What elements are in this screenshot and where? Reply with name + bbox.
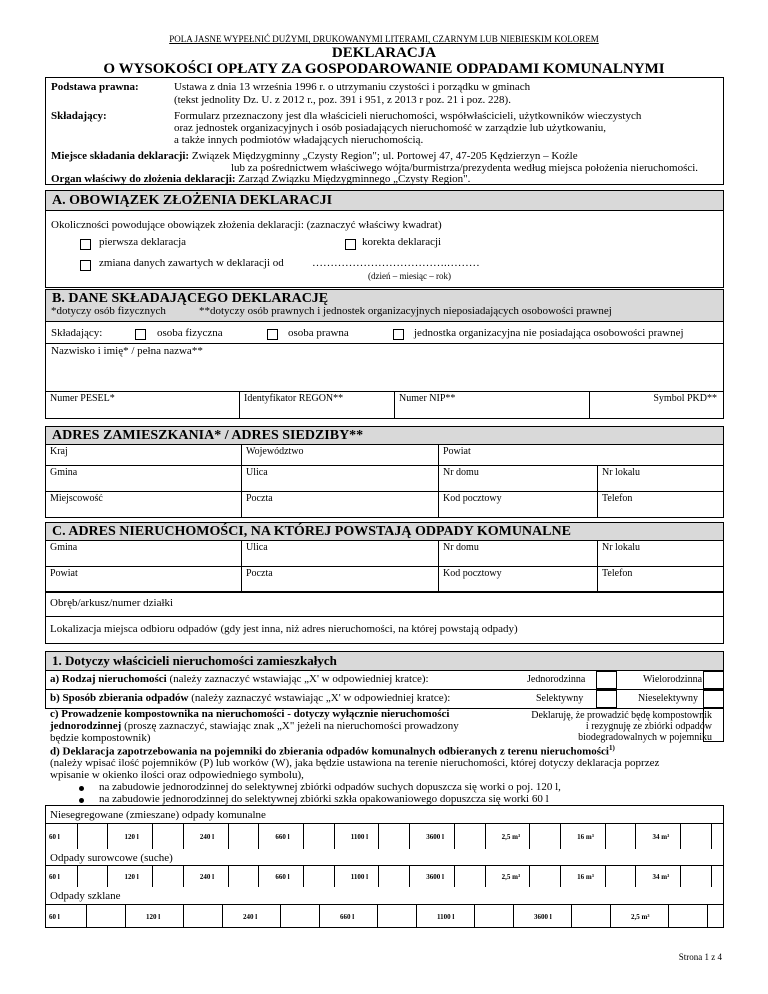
section-b-title: B. DANE SKŁADAJĄCEGO DEKLARACJĘ	[52, 291, 329, 306]
opt-natural-person: osoba fizyczna	[157, 327, 223, 339]
container-cell	[573, 865, 648, 887]
container-cell	[45, 904, 142, 928]
container-quantity-input[interactable]	[529, 824, 561, 849]
submitter-1: Formularz przeznaczony jest dla właścicieli nieruchomości, współwłaścicieli, użytkowników wieczystych	[174, 110, 642, 122]
container-quantity-input[interactable]	[152, 866, 184, 887]
row-d-line-1	[50, 744, 615, 758]
section-a-header	[45, 190, 724, 211]
district-field[interactable]	[439, 445, 724, 466]
row-d-footnote: 1)	[609, 744, 615, 752]
container-quantity-input[interactable]	[668, 905, 709, 928]
container-size-label: 60 l	[49, 872, 60, 881]
compost-declaration-3: biodegradowalnych w pojemniku	[578, 732, 712, 743]
container-size-label: 60 l	[49, 912, 60, 921]
container-size-label: 240 l	[243, 912, 258, 921]
container-quantity-input[interactable]	[228, 824, 260, 849]
opt-selective: Selektywny	[536, 693, 584, 704]
container-cell	[239, 904, 336, 928]
organ-value: Zarząd Związku Międzygminnego „Czysty Region".	[235, 173, 471, 185]
container-size-label: 3600 l	[426, 832, 444, 841]
container-size-label: 34 m³	[652, 832, 670, 841]
container-cell	[45, 823, 120, 849]
row-b-rest: (należy zaznaczyć wstawiając „X' w odpowiedniej kratce):	[188, 692, 451, 704]
container-cell	[196, 865, 271, 887]
opt-correction: korekta deklaracji	[362, 236, 442, 248]
legal-basis-1: Ustawa z dnia 13 września 1996 r. o utrzymaniu czystości i porządku w gminach	[174, 81, 531, 93]
organ-label: Organ właściwy do złożenia deklaracji:	[51, 173, 236, 185]
checkbox-non-selective[interactable]	[703, 690, 724, 708]
container-quantity-input[interactable]	[303, 824, 335, 849]
flat-no-label: Nr lokalu	[602, 467, 641, 478]
container-cell	[649, 865, 724, 887]
submitter-type-label: Składający:	[51, 327, 103, 339]
container-cell	[649, 823, 724, 849]
container-quantity-input[interactable]	[571, 905, 612, 928]
container-size-label: 660 l	[275, 872, 290, 881]
compost-declaration-2: i rezygnuję ze zbiórki odpadów	[585, 721, 712, 732]
note-legal: **dotyczy osób prawnych i jednostek organizacyjnych nieposiadających osobowości prawnej	[199, 305, 612, 317]
checkbox-natural-person[interactable]	[135, 329, 146, 340]
container-quantity-input[interactable]	[680, 866, 712, 887]
checkbox-selective[interactable]	[596, 690, 617, 708]
country-field[interactable]	[46, 445, 242, 466]
section-c-header	[45, 522, 724, 541]
legal-basis-2: (tekst jednolity Dz. U. z 2012 r., poz. 391 i 951, z 2013 r poz. 21 i poz. 228).	[174, 94, 511, 106]
id-numbers-table	[45, 391, 724, 419]
checkbox-single-family[interactable]	[596, 671, 617, 689]
checkbox-data-change[interactable]	[80, 260, 91, 271]
glass-waste-row	[45, 904, 724, 928]
address-header	[45, 426, 724, 445]
opt-first-declaration: pierwsza deklaracja	[99, 236, 187, 248]
pkd-label: Symbol PKD**	[653, 393, 717, 404]
container-size-label: 120 l	[124, 832, 139, 841]
container-quantity-input[interactable]	[228, 866, 260, 887]
checkbox-org-unit[interactable]	[393, 329, 404, 340]
prop-house-no-label: Nr domu	[443, 542, 479, 553]
instruction: POLA JASNE WYPEŁNIĆ DUŻYMI, DRUKOWANYMI LITERAMI, CZARNYM LUB NIEBIESKIM KOLOREM	[169, 34, 599, 44]
opt-single-family: Jednorodzinna	[527, 674, 586, 685]
container-cell	[573, 823, 648, 849]
container-cell	[347, 865, 422, 887]
container-cell	[498, 823, 573, 849]
bullet-2: na zabudowie jednorodzinnej do selektywnej zbiórki szkła opakowaniowego dopuszcza się worki 60 l	[99, 793, 549, 805]
container-quantity-input[interactable]	[529, 866, 561, 887]
post-office-field[interactable]	[242, 492, 439, 518]
container-size-label: 16 m³	[577, 832, 594, 841]
row-c-bold: jednorodzinnej	[50, 720, 122, 732]
opt-multi-family: Wielorodzinna	[643, 674, 703, 685]
container-quantity-input[interactable]	[454, 866, 486, 887]
container-size-label: 240 l	[199, 832, 215, 841]
container-cell	[627, 904, 724, 928]
pickup-location-label: Lokalizacja miejsca odbioru odpadów (gdy jest inna, niż adres nieruchomości, na której powstają odpady)	[50, 623, 518, 635]
container-size-label: 1100 l	[437, 912, 455, 921]
submitter-3: a także innych podmiotów władających nieruchomością.	[174, 134, 424, 146]
container-cell	[530, 904, 627, 928]
compost-declaration-1: Deklaruję, że prowadzić będę kompostownik	[531, 710, 712, 721]
checkbox-compost[interactable]	[703, 708, 724, 742]
container-quantity-input[interactable]	[303, 866, 335, 887]
place-line-2: lub za pośrednictwem właściwego wójta/burmistrza/prezydenta według miejsca położenia nieruchomości.	[231, 162, 699, 174]
page-number: Strona 1 z 4	[678, 952, 722, 962]
date-dots[interactable]: ……………………………….………	[312, 257, 480, 269]
section-1-header	[45, 651, 724, 671]
container-quantity-input[interactable]	[378, 824, 410, 849]
date-hint: (dzień – miesiąc – rok)	[368, 271, 451, 281]
submitter-2: oraz jednostek organizacyjnych i osób posiadających nieruchomość w zarządzie lub użytkowaniu,	[174, 122, 607, 134]
row-b-bold: b) Sposób zbierania odpadów	[50, 692, 189, 704]
phone-label: Telefon	[602, 493, 633, 504]
district-label: Powiat	[443, 446, 471, 457]
container-size-label: 120 l	[124, 872, 139, 881]
flat-no-field[interactable]	[598, 466, 724, 492]
address-title: ADRES ZAMIESZKANIA* / ADRES SIEDZIBY**	[52, 427, 364, 443]
mixed-waste-label: Niesegregowane (zmieszane) odpady komunalne	[50, 809, 266, 821]
container-size-label: 34 m³	[652, 872, 670, 881]
pkd-field[interactable]	[590, 392, 724, 419]
container-cell	[120, 823, 195, 849]
section-1-title: 1. Dotyczy właścicieli nieruchomości zamieszkałych	[52, 653, 337, 668]
bullet-icon	[79, 798, 84, 803]
checkbox-first-declaration[interactable]	[80, 239, 91, 250]
section-c-title: C. ADRES NIERUCHOMOŚCI, NA KTÓREJ POWSTAJĄ ODPADY KOMUNALNE	[52, 523, 571, 539]
submitter-label: Składający:	[51, 110, 107, 122]
container-quantity-input[interactable]	[454, 824, 486, 849]
container-size-label: 3600 l	[534, 912, 552, 921]
voivodeship-label: Województwo	[246, 446, 304, 457]
row-c-line-1: c) Prowadzenie kompostownika na nieruchomości - dotyczy wyłącznie nieruchomości	[50, 708, 450, 720]
container-quantity-input[interactable]	[377, 905, 418, 928]
prop-commune-field[interactable]	[46, 541, 242, 567]
note-physical: *dotyczy osób fizycznych	[51, 305, 166, 317]
place-value: Związek Międzygminny „Czysty Region"; ul. Portowej 47, 47-205 Kędzierzyn – Koźle	[189, 150, 578, 162]
regon-field[interactable]	[240, 392, 395, 419]
bullet-1: na zabudowie jednorodzinnej do selektywnej zbiórki odpadów suchych dopuszcza się worki o poj. 120 l,	[99, 781, 561, 793]
postal-code-field[interactable]	[439, 492, 598, 518]
container-cell	[422, 865, 497, 887]
glass-waste-label: Odpady szklane	[50, 890, 121, 902]
prop-flat-no-label: Nr lokalu	[602, 542, 641, 553]
prop-street-field[interactable]	[242, 541, 439, 567]
container-cell	[433, 904, 530, 928]
place-line-1	[51, 150, 578, 162]
container-size-label: 60 l	[49, 832, 60, 841]
prop-phone-label: Telefon	[602, 568, 633, 579]
row-a-rest: (należy zaznaczyć wstawiając „X' w odpowiedniej kratce):	[166, 673, 429, 685]
container-size-label: 240 l	[199, 872, 215, 881]
row-d-title: d) Deklaracja zapotrzebowania na pojemniki do zbierania odpadów komunalnych odbieranych z terenu nieruchomości	[50, 745, 609, 758]
opt-org-unit: jednostka organizacyjna nie posiadająca osobowości prawnej	[414, 327, 684, 339]
container-quantity-input[interactable]	[183, 905, 224, 928]
container-size-label: 2,5 m³	[501, 832, 521, 841]
nip-field[interactable]	[395, 392, 590, 419]
container-cell	[120, 865, 195, 887]
organ-line	[51, 173, 470, 185]
row-d-line-3: wpisanie w okienko ilości oraz odpowiedniego symbolu),	[50, 769, 304, 781]
container-quantity-input[interactable]	[86, 905, 127, 928]
prop-postal-code-label: Kod pocztowy	[443, 568, 502, 579]
prop-street-label: Ulica	[246, 542, 268, 553]
plot-number-label: Obręb/arkusz/numer działki	[50, 597, 174, 609]
prop-district-field[interactable]	[46, 567, 242, 593]
container-cell	[422, 823, 497, 849]
row-a-bold: a) Rodzaj nieruchomości	[50, 673, 167, 685]
pesel-field[interactable]	[46, 392, 240, 419]
address-table	[45, 444, 724, 518]
container-size-label: 120 l	[146, 912, 161, 921]
prop-house-no-field[interactable]	[439, 541, 598, 567]
container-size-label: 660 l	[275, 832, 290, 841]
row-d-line-2: (należy wpisać ilość pojemników (P) lub worków (W), jaka będzie ustawiona na terenie nieruchomości, której dotyczy deklaracja poprzez	[50, 757, 660, 769]
container-size-label: 16 m³	[577, 872, 594, 881]
container-quantity-input[interactable]	[680, 824, 712, 849]
mixed-waste-row	[45, 823, 724, 849]
container-quantity-input[interactable]	[378, 866, 410, 887]
country-label: Kraj	[50, 446, 68, 457]
nip-label: Numer NIP**	[399, 393, 456, 404]
house-no-field[interactable]	[439, 466, 598, 492]
house-no-label: Nr domu	[443, 467, 479, 478]
title-line-2: O WYSOKOŚCI OPŁATY ZA GOSPODAROWANIE ODPADAMI KOMUNALNYMI	[103, 61, 665, 77]
container-size-label: 2,5 m³	[501, 872, 521, 881]
container-cell	[45, 865, 120, 887]
opt-legal-person: osoba prawna	[288, 327, 349, 339]
prop-post-office-field[interactable]	[242, 567, 439, 593]
container-quantity-input[interactable]	[77, 824, 109, 849]
name-label: Nazwisko i imię* / pełna nazwa**	[51, 345, 203, 357]
postal-code-label: Kod pocztowy	[443, 493, 502, 504]
street-field[interactable]	[242, 466, 439, 492]
container-cell	[196, 823, 271, 849]
property-address-table	[45, 540, 724, 593]
container-quantity-input[interactable]	[474, 905, 515, 928]
pesel-label: Numer PESEL*	[50, 393, 115, 404]
checkbox-correction[interactable]	[345, 239, 356, 250]
container-cell	[336, 904, 433, 928]
container-quantity-input[interactable]	[280, 905, 321, 928]
container-size-label: 3600 l	[426, 872, 444, 881]
section-a-title: A. OBOWIĄZEK ZŁOŻENIA DEKLARACJI	[52, 192, 333, 208]
title-line-1: DEKLARACJA	[331, 45, 437, 61]
container-cell	[271, 823, 346, 849]
legal-basis-label: Podstawa prawna:	[51, 81, 139, 93]
section-a-intro: Okoliczności powodujące obowiązek złożenia deklaracji: (zaznaczyć właściwy kwadrat)	[51, 219, 442, 231]
voivodeship-field[interactable]	[242, 445, 439, 466]
row-a-text	[50, 673, 429, 685]
row-c-rest: (proszę zaznaczyć, stawiając znak „X" jeżeli na nieruchomości prowadzony	[121, 720, 459, 732]
city-field[interactable]	[46, 492, 242, 518]
container-quantity-input[interactable]	[605, 866, 637, 887]
opt-non-selective: Nieselektywny	[638, 693, 698, 704]
prop-postal-code-field[interactable]	[439, 567, 598, 593]
bullet-icon	[79, 786, 84, 791]
container-cell	[142, 904, 239, 928]
container-quantity-input[interactable]	[152, 824, 184, 849]
container-size-label: 1100 l	[350, 832, 369, 841]
city-label: Miejscowość	[50, 493, 103, 504]
container-size-label: 660 l	[340, 912, 355, 921]
post-office-label: Poczta	[246, 493, 273, 504]
container-cell	[271, 865, 346, 887]
container-quantity-input[interactable]	[77, 866, 109, 887]
row-c-line-3: będzie kompostownik)	[50, 732, 151, 744]
dry-waste-label: Odpady surowcowe (suche)	[50, 852, 173, 864]
regon-label: Identyfikator REGON**	[244, 393, 344, 404]
checkbox-multi-family[interactable]	[703, 671, 724, 689]
phone-field[interactable]	[598, 492, 724, 518]
row-b-text	[50, 692, 450, 704]
prop-post-office-label: Poczta	[246, 568, 273, 579]
prop-district-label: Powiat	[50, 568, 78, 579]
container-cell	[347, 823, 422, 849]
commune-field[interactable]	[46, 466, 242, 492]
street-label: Ulica	[246, 467, 268, 478]
prop-flat-no-field[interactable]	[598, 541, 724, 567]
place-label: Miejsce składania deklaracji:	[51, 150, 190, 162]
container-size-label: 2,5 m³	[631, 912, 650, 921]
row-c-line-2	[50, 720, 459, 732]
commune-label: Gmina	[50, 467, 78, 478]
opt-data-change: zmiana danych zawartych w deklaracji od	[99, 257, 284, 269]
checkbox-legal-person[interactable]	[267, 329, 278, 340]
prop-phone-field[interactable]	[598, 567, 724, 593]
prop-commune-label: Gmina	[50, 542, 78, 553]
dry-waste-row	[45, 865, 724, 887]
container-quantity-input[interactable]	[605, 824, 637, 849]
container-cell	[498, 865, 573, 887]
container-size-label: 1100 l	[350, 872, 369, 881]
